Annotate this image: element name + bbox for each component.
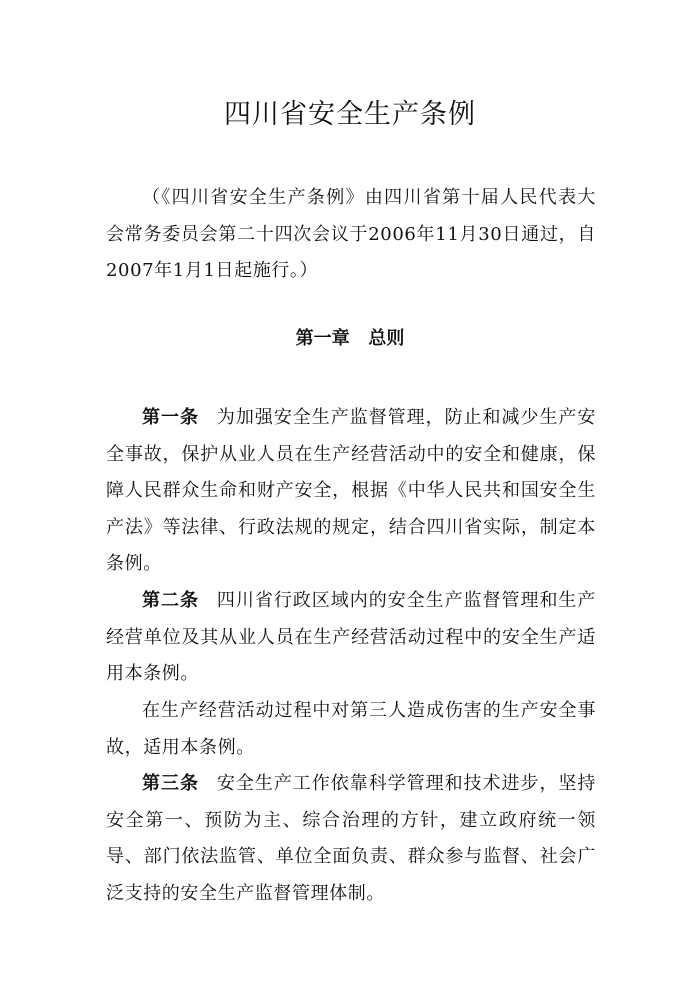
chapter-heading: 第一章 总则 — [295, 328, 405, 349]
article-1-text: 为加强安全生产监督管理，防止和减少生产安全事故，保护从业人员在生产经营活动中的安全和健康，保障人民群众生命和财产安全，根据《中华人民共和国安全生产法》等法律、行政法规的规定，结合四川省实际，制定本条例。 — [106, 407, 596, 575]
article-2-text: 四川省行政区域内的安全生产监督管理和生产经营单位及其从业人员在生产经营活动过程中的安全生产适用本条例。 — [106, 590, 596, 685]
preamble-note: （《四川省安全生产条例》由四川省第十届人民代表大会常务委员会第二十四次会议于2006年11月30日通过，自2007年1月1日起施行。） — [106, 187, 596, 282]
article-2-label: 第二条 — [142, 590, 199, 611]
article-3 — [106, 766, 596, 912]
article-2 — [106, 583, 596, 693]
article-2-paragraph-2: 在生产经营活动过程中对第三人造成伤害的生产安全事故，适用本条例。 — [106, 700, 596, 758]
article-1-label: 第一条 — [142, 407, 199, 428]
document-title: 四川省安全生产条例 — [224, 99, 476, 130]
article-3-label: 第三条 — [142, 773, 199, 794]
article-1 — [106, 400, 596, 583]
article-3-text: 安全生产工作依靠科学管理和技术进步，坚持安全第一、预防为主、综合治理的方针，建立政府统一领导、部门依法监管、单位全面负责、群众参与监督、社会广泛支持的安全生产监督管理体制。 — [106, 773, 596, 904]
